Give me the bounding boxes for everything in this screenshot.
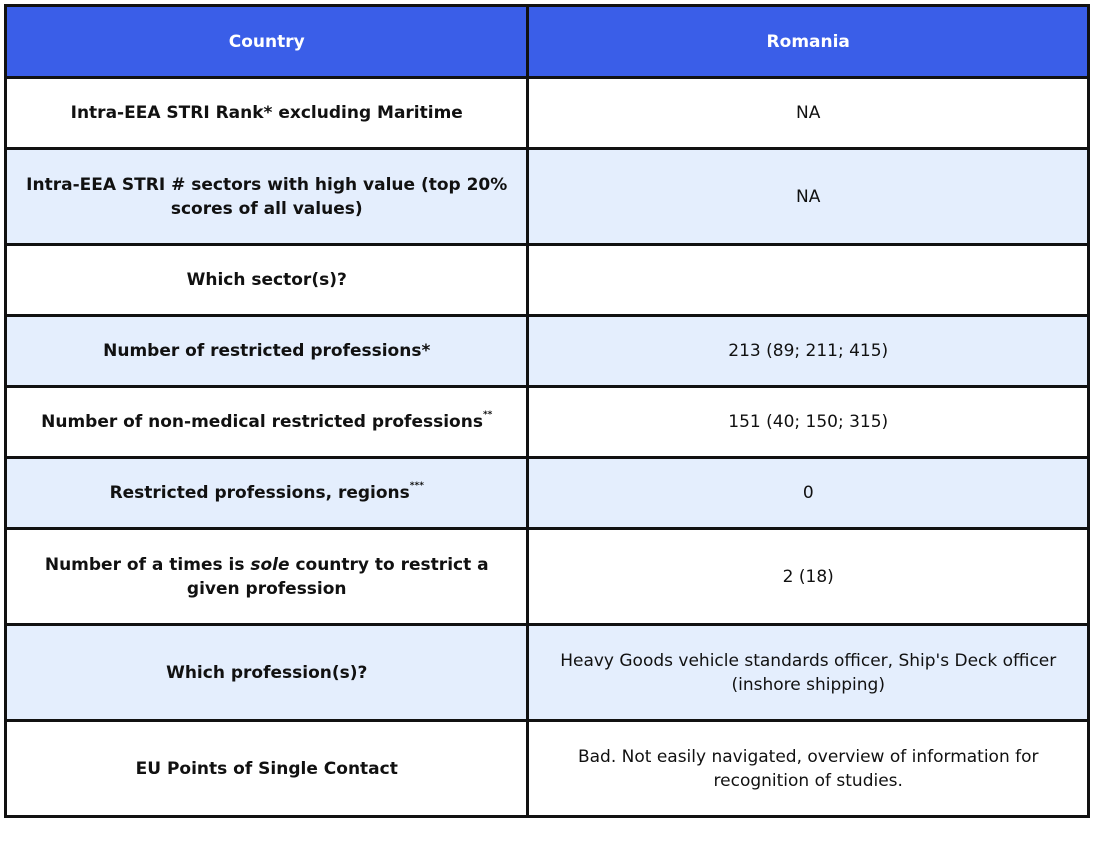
table-row: [6, 529, 1089, 625]
row-label-sole-country: [6, 529, 528, 625]
row-label-single-contact: EU Points of Single Contact: [6, 721, 528, 817]
row-value-single-contact: Bad. Not easily navigated, overview of information for recognition of studies.: [528, 721, 1089, 817]
table-row: [6, 316, 1089, 387]
row-label-regions: [6, 458, 528, 529]
row-value-regions: 0: [528, 458, 1089, 529]
country-comparison-table: [4, 4, 1090, 818]
table-header-row: [6, 6, 1089, 78]
row-label-non-medical: [6, 387, 528, 458]
table-row: [6, 721, 1089, 817]
non-medical-label-text: Number of non-medical restricted professions: [41, 412, 483, 432]
regions-label-text: Restricted professions, regions: [109, 483, 410, 503]
row-label-which-sectors: Which sector(s)?: [6, 245, 528, 316]
row-value-stri-rank: NA: [528, 78, 1089, 149]
table-row: [6, 458, 1089, 529]
sole-label-post: country to restrict a given profession: [186, 554, 489, 599]
table-row: [6, 149, 1089, 245]
row-value-restricted-professions: 213 (89; 211; 415): [528, 316, 1089, 387]
row-label-restricted-professions: Number of restricted professions*: [6, 316, 528, 387]
non-medical-footnote-mark: **: [482, 410, 493, 421]
table-row: [6, 625, 1089, 721]
row-label-stri-sectors: Intra-EEA STRI # sectors with high value (top 20% scores of all values): [6, 149, 528, 245]
row-value-non-medical: 151 (40; 150; 315): [528, 387, 1089, 458]
table-row: [6, 387, 1089, 458]
table-row: [6, 245, 1089, 316]
row-label-which-professions: Which profession(s)?: [6, 625, 528, 721]
row-value-sole-country: 2 (18): [528, 529, 1089, 625]
row-value-which-professions: Heavy Goods vehicle standards officer, Ship's Deck officer (inshore shipping): [528, 625, 1089, 721]
row-label-stri-rank: Intra-EEA STRI Rank* excluding Maritime: [6, 78, 528, 149]
sole-label-pre: Number of a times is: [44, 554, 251, 575]
table-row: [6, 78, 1089, 149]
header-romania: Romania: [528, 6, 1089, 78]
regions-footnote-mark: ***: [409, 481, 424, 492]
row-value-which-sectors: [528, 245, 1089, 316]
sole-label-emphasis: sole: [250, 554, 290, 575]
header-country: Country: [6, 6, 528, 78]
row-value-stri-sectors: NA: [528, 149, 1089, 245]
